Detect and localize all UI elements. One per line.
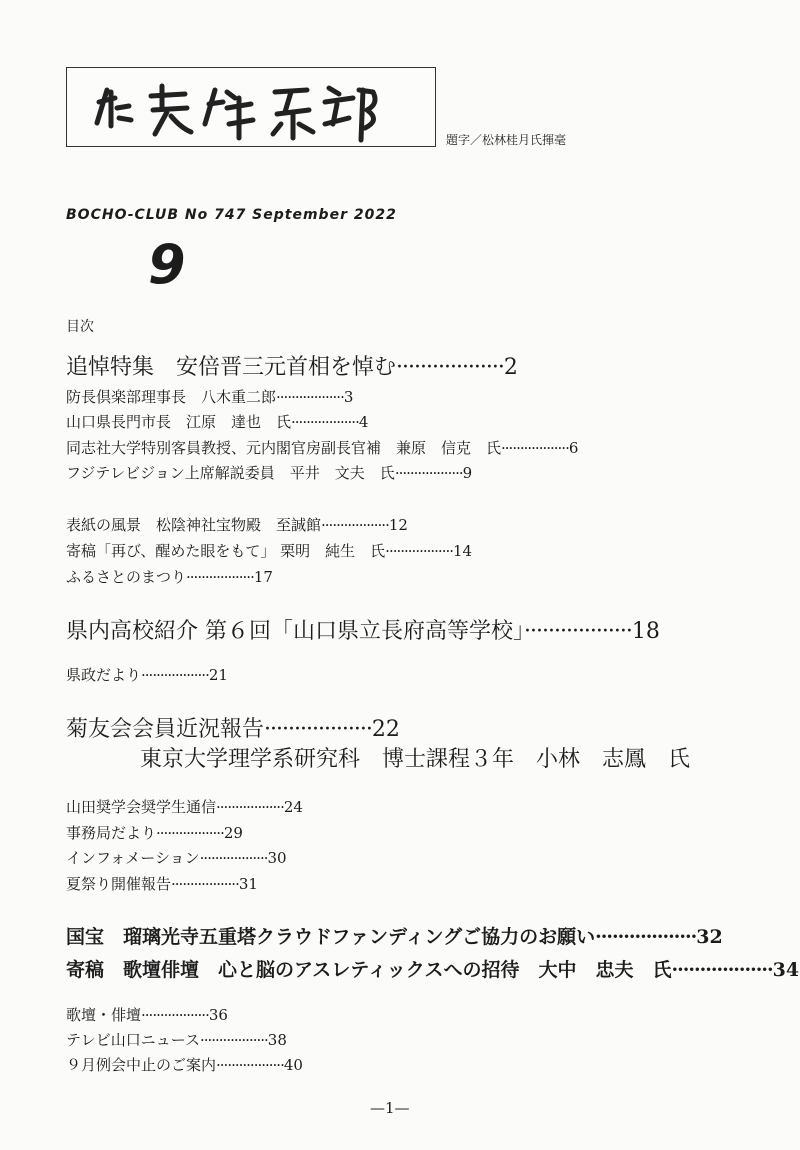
leader-dots: ·················· bbox=[186, 568, 254, 586]
toc-entry-page: 9 bbox=[462, 464, 473, 482]
toc-entry[interactable] bbox=[66, 796, 303, 817]
toc-entry-title: インフォメーション bbox=[66, 849, 200, 867]
leader-dots: ·················· bbox=[171, 875, 239, 893]
toc-entry-page: 6 bbox=[568, 439, 579, 457]
leader-dots: ·················· bbox=[199, 849, 268, 867]
toc-entry[interactable] bbox=[140, 742, 690, 773]
toc-entry[interactable] bbox=[66, 540, 472, 561]
toc-entry-page: 21 bbox=[208, 666, 228, 684]
toc-entry-page: 38 bbox=[267, 1031, 287, 1049]
toc-entry[interactable] bbox=[66, 514, 408, 535]
toc-entry-page: 36 bbox=[208, 1006, 228, 1024]
toc-entry[interactable] bbox=[66, 664, 228, 685]
toc-entry-title: 山田奨学会奨学生通信 bbox=[66, 798, 217, 816]
leader-dots: ·················· bbox=[216, 798, 284, 816]
calligraphy-credit: 題字／松林桂月氏揮毫 bbox=[446, 133, 567, 147]
toc-entry-title: 事務局だより bbox=[66, 824, 157, 842]
leader-dots: ·················· bbox=[595, 926, 697, 948]
leader-dots: ·················· bbox=[291, 413, 359, 431]
toc-entry-title: 寄稿「再び、醒めた眼をもて」 栗明 純生 氏 bbox=[66, 542, 386, 560]
toc-entry-title: 県政だより bbox=[66, 666, 142, 684]
toc-entry-title: ふるさとのまつり bbox=[66, 568, 187, 586]
toc-entry-title: 菊友会会員近況報告 bbox=[66, 717, 265, 742]
toc-entry[interactable] bbox=[66, 1004, 228, 1025]
toc-entry-page: 40 bbox=[283, 1056, 303, 1074]
toc-entry-title: 表紙の風景 松陰神社宝物殿 至誠館 bbox=[66, 516, 322, 534]
toc-entry-title: 同志社大学特別客員教授、元内閣官房副長官補 兼原 信克 氏 bbox=[66, 439, 502, 457]
toc-entry[interactable] bbox=[66, 822, 243, 843]
toc-entry-page: 31 bbox=[238, 875, 258, 893]
title-logo-box bbox=[66, 67, 436, 147]
toc-entry-title: 東京大学理学系研究科 博士課程３年 小林 志鳳 氏 bbox=[140, 747, 691, 772]
logo-text: 防長倶楽部 bbox=[252, 126, 257, 127]
leader-dots: ·················· bbox=[394, 464, 463, 482]
toc-entry-page: 22 bbox=[371, 717, 400, 742]
toc-entry[interactable] bbox=[66, 955, 799, 982]
leader-dots: ·················· bbox=[264, 717, 372, 742]
toc-entry[interactable] bbox=[66, 411, 368, 432]
toc-entry[interactable] bbox=[66, 437, 578, 458]
toc-entry-page: 14 bbox=[453, 542, 473, 560]
toc-entry-title: 防長倶楽部理事長 八木重二郎 bbox=[66, 388, 277, 406]
leader-dots: ·················· bbox=[501, 439, 569, 457]
toc-entry[interactable] bbox=[66, 1054, 303, 1075]
leader-dots: ·················· bbox=[671, 959, 773, 981]
toc-entry-page: 34 bbox=[772, 959, 800, 981]
toc-entry-title: 寄稿 歌壇俳壇 心と脳のアスレティックスへの招待 大中 忠夫 氏 bbox=[66, 959, 672, 981]
leader-dots: ·················· bbox=[276, 388, 344, 406]
toc-entry-title: 追悼特集 安倍晋三元首相を悼む bbox=[66, 355, 397, 380]
leader-dots: ·················· bbox=[385, 542, 453, 560]
toc-entry[interactable] bbox=[66, 922, 723, 949]
toc-entry-page: 18 bbox=[631, 619, 660, 644]
toc-entry-page: 24 bbox=[283, 798, 303, 816]
leader-dots: ·················· bbox=[321, 516, 389, 534]
toc-entry[interactable] bbox=[66, 873, 258, 894]
toc-entry[interactable] bbox=[66, 1029, 287, 1050]
toc-entry[interactable] bbox=[66, 614, 660, 645]
toc-entry-title: テレビ山口ニュース bbox=[66, 1031, 200, 1049]
toc-entry-page: 12 bbox=[388, 516, 408, 534]
toc-entry-title: フジテレビジョン上席解説委員 平井 文夫 氏 bbox=[66, 464, 395, 482]
toc-entry-title: 県内高校紹介 第６回「山口県立長府高等学校」 bbox=[66, 619, 524, 644]
toc-entry-title: ９月例会中止のご案内 bbox=[66, 1056, 217, 1074]
toc-entry-title: 山口県長門市長 江原 達也 氏 bbox=[66, 413, 292, 431]
toc-entry[interactable] bbox=[66, 566, 273, 587]
leader-dots: ·················· bbox=[141, 1006, 209, 1024]
leader-dots: ·················· bbox=[199, 1031, 268, 1049]
toc-entry-page: 3 bbox=[343, 388, 354, 406]
toc-entry[interactable] bbox=[66, 847, 287, 868]
toc-entry[interactable] bbox=[66, 712, 400, 743]
issue-month: 9 bbox=[148, 233, 186, 296]
toc-entry-page: 2 bbox=[503, 355, 518, 380]
toc-entry-page: 30 bbox=[267, 849, 287, 867]
toc-entry-title: 歌壇・俳壇 bbox=[66, 1006, 142, 1024]
toc-entry-page: 17 bbox=[253, 568, 273, 586]
calligraphy-logo bbox=[67, 68, 437, 148]
toc-entry-title: 夏祭り開催報告 bbox=[66, 875, 172, 893]
toc-entry[interactable] bbox=[66, 350, 518, 381]
leader-dots: ·················· bbox=[156, 824, 224, 842]
toc-entry-page: 32 bbox=[696, 926, 723, 948]
toc-entry-page: 4 bbox=[358, 413, 369, 431]
toc-entry[interactable] bbox=[66, 462, 472, 483]
page-number: —1— bbox=[370, 1099, 410, 1117]
leader-dots: ·················· bbox=[216, 1056, 284, 1074]
toc-entry-title: 国宝 瑠璃光寺五重塔クラウドファンディングご協力のお願い bbox=[66, 926, 596, 948]
issue-info: BOCHO-CLUB No 747 September 2022 bbox=[66, 207, 397, 223]
toc-entry[interactable] bbox=[66, 386, 353, 407]
toc-heading: 目次 bbox=[66, 319, 94, 335]
leader-dots: ·················· bbox=[141, 666, 209, 684]
toc-entry-page: 29 bbox=[223, 824, 243, 842]
leader-dots: ·················· bbox=[396, 355, 504, 380]
leader-dots: ·················· bbox=[524, 619, 632, 644]
